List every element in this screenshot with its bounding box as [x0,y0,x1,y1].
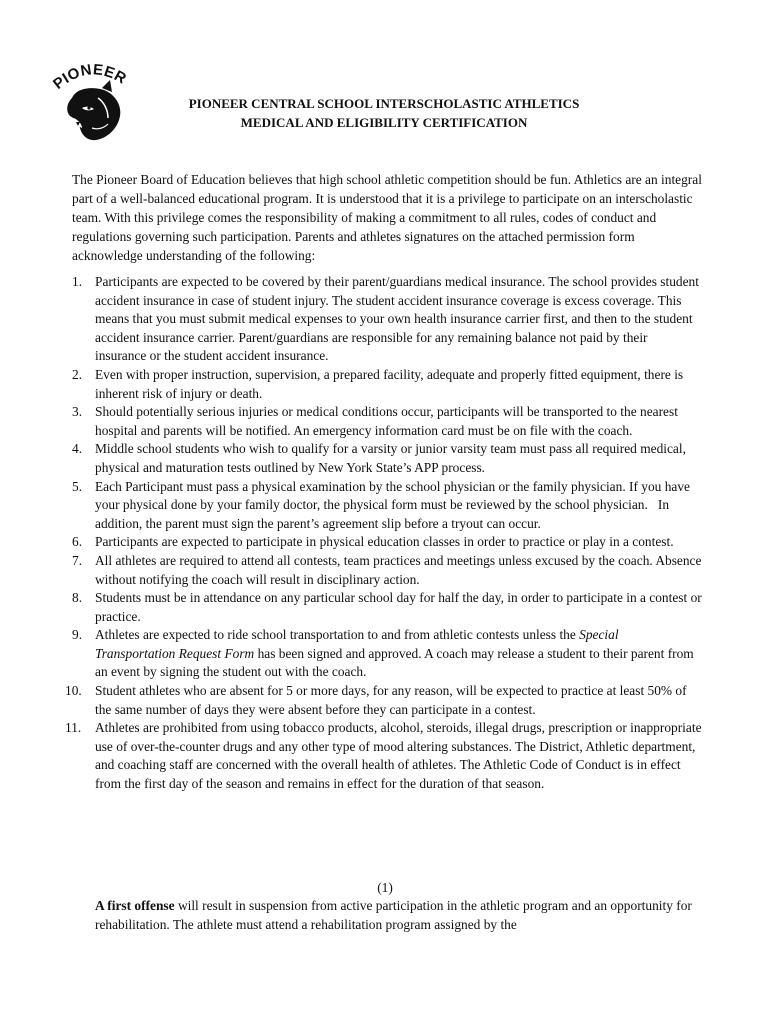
list-number: 1. [72,274,83,289]
list-number: 5. [72,478,83,494]
list-item-text: Even with proper instruction, supervision, a prepared facility, adequate and properly fitted equipment, there is inherent risk of injury or death. [95,366,684,401]
list-item [72,478,702,534]
list-number: 6. [72,534,83,550]
list-number: 10. [65,683,82,699]
list-item-text-end: has been signed and approved. A coach may release a student to their parent from an event by signing the student out with the coach. [95,645,694,680]
list-number: 4. [72,441,83,457]
rules-list [65,273,702,794]
list-item [72,403,702,440]
list-item [72,552,702,589]
list-number: 9. [72,627,83,643]
list-item [72,589,702,626]
first-offense-label: A first offense [95,898,175,913]
list-item [72,440,702,477]
list-item [65,682,702,719]
list-item-text [95,627,694,679]
list-number: 11. [65,720,82,736]
first-offense-paragraph [95,897,703,934]
logo-text: IONEER [59,61,130,88]
list-item-text: Athletes are prohibited from using tobacco products, alcohol, steroids, illegal drugs, prescription or inappropriate use of over-the-counter drugs and any other type of mood altering substances. The District, Athletic department, and coaching staff are concerned with the overall health of athletes. The Athletic Code of Conduct is in effect from the first day of the season and remains in effect for the duration of that season. [95,720,702,792]
list-item-text: Participants are expected to participate in physical education classes in order to practice or play in a contest. [95,534,674,550]
document-title-line1: PIONEER CENTRAL SCHOOL INTERSCHOLASTIC ATHLETICS [188,96,580,111]
list-item [65,719,702,793]
list-item-text: Student athletes who are absent for 5 or more days, for any reason, will be expected to practice at least 50% of the same number of days they were absent before they can participate in a contest. [95,683,687,717]
list-item-text: Each Participant must pass a physical examination by the school physician or the family physician. If you have your physical done by your family doctor, the physical form must be reviewed by the school physician. In addition, the parent must sign the parent’s agreement slip before a tryout can occur. [95,478,694,531]
list-item [72,533,702,552]
list-item-text: Participants are expected to be covered by their parent/guardians medical insurance. The school provides student accident insurance in case of student injury. The student accident insurance coverage is excess coverage. This means that you must submit medical expenses to your own health insurance carrier first, and then to the student accident insurance carrier. Parent/guardians are responsible for any remaining balance not paid by their insurance or the student accident insurance. [95,274,699,364]
list-item-text: Students must be in attendance on any particular school day for half the day, in order to participate in a contest or practice. [95,590,702,624]
list-number: 8. [72,590,83,606]
transportation-form-name: Special Transportation Request Form [95,627,619,661]
list-item-text: All athletes are required to attend all contests, team practices and meetings unless excused by the coach. Absence without notifying the coach will result in disciplinary action. [95,552,702,587]
intro-paragraph: The Pioneer Board of Education believes that high school athletic competition should be fun. Athletics are an integral part of a well-balanced educational program. It is understood that it is a privilege to participate on an interscholastic team. With this privilege comes the responsibility of making a commitment to all rules, codes of conduct and regulations governing such participation. Parents and athletes signatures on the attached permission form acknowledge understanding of the following: [72,172,702,263]
list-number: 3. [72,404,83,420]
list-item-text-start: Athletes are expected to ride school transportation to and from athletic contests unless the [95,627,580,643]
list-item [72,273,702,366]
list-item [72,366,702,403]
list-item [72,626,702,682]
list-number: 2. [72,366,83,382]
list-item-text: Should potentially serious injuries or medical conditions occur, participants will be transported to the nearest hospital and parents will be notified. An emergency information card must be on file with the coach. [95,404,678,438]
pioneer-logo [52,58,132,142]
list-number: 7. [72,552,83,568]
list-item-text: Middle school students who wish to qualify for a varsity or junior varsity team must pass all required medical, physical and maturation tests outlined by New York State’s APP process. [95,441,686,475]
page-number: (1) [377,880,393,895]
document-title-line2: MEDICAL AND ELIGIBILITY CERTIFICATION [240,115,528,130]
first-offense-text: will result in suspension from active participation in the athletic program and an opportunity for rehabilitation. The athlete must attend a rehabilitation program assigned by the [95,898,692,932]
